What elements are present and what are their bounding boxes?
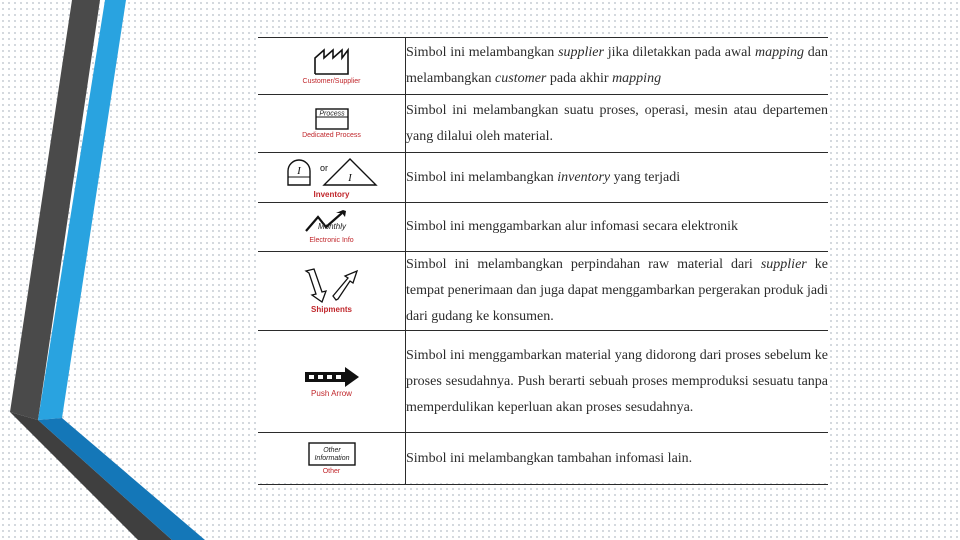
table-row xyxy=(258,38,828,95)
symbol-label: Customer/Supplier xyxy=(302,78,361,85)
inventory-or: or xyxy=(319,162,328,173)
row-description xyxy=(406,331,829,433)
lightning-arrow-icon xyxy=(302,209,362,235)
symbol-cell xyxy=(258,95,406,153)
row-description xyxy=(406,203,829,252)
factory-icon xyxy=(312,46,352,76)
shipment-arrows-icon xyxy=(300,268,364,304)
symbol-cell xyxy=(258,38,406,95)
table-row xyxy=(258,433,828,485)
symbol-label: Shipments xyxy=(311,305,352,314)
stripe-dark-lower xyxy=(10,412,172,540)
table-row xyxy=(258,252,828,331)
description-text: Simbol ini melambangkan xyxy=(406,45,559,60)
process-box-text: Process xyxy=(318,110,345,117)
inventory-glyph: I xyxy=(296,164,301,177)
symbol-cell xyxy=(258,153,406,203)
row-description xyxy=(406,252,829,331)
other-box-text-1: Other xyxy=(322,446,341,454)
description-emphasis: inventory xyxy=(557,169,611,185)
description-emphasis: supplier xyxy=(760,257,807,272)
symbol-cell xyxy=(258,252,406,331)
table-row xyxy=(258,153,828,203)
symbol-legend-table xyxy=(258,37,828,485)
other-info-box-icon xyxy=(307,442,357,466)
symbol-label: Push Arrow xyxy=(311,388,352,398)
description-text: Simbol ini menggambarkan material yang didorong dari proses sebelum ke proses sesudahnya. Push berarti sebuah proses memproduksi sesuatu tanpa memperdulikan keperluan akan proses sesudahnya. xyxy=(406,347,828,415)
symbol-label: Dedicated Process xyxy=(302,131,361,139)
description-text: ke tempat penerimaan dan juga dapat menggambarkan pergerakan produk jadi dari gudang ke konsumen. xyxy=(406,257,828,324)
table-row xyxy=(258,331,828,433)
vsm-symbol-table xyxy=(258,37,828,483)
description-text: pada akhir xyxy=(546,71,613,86)
description-text: Simbol ini melambangkan perpindahan raw material dari xyxy=(406,257,761,272)
description-emphasis: customer xyxy=(495,71,547,86)
other-box-text-2: Information xyxy=(313,454,350,462)
electronic-info-text: Monthly xyxy=(317,222,346,231)
table-row xyxy=(258,95,828,153)
row-description xyxy=(406,153,829,203)
description-text: Simbol ini melambangkan suatu proses, operasi, mesin atau departemen yang dilalui oleh material. xyxy=(406,102,828,144)
description-emphasis: mapping xyxy=(755,45,804,60)
description-text: yang terjadi xyxy=(610,169,681,185)
description-emphasis: supplier xyxy=(558,45,604,60)
description-emphasis: mapping xyxy=(612,71,662,86)
symbol-cell xyxy=(258,203,406,252)
row-description xyxy=(406,433,829,485)
symbol-cell xyxy=(258,331,406,433)
symbol-label: Inventory xyxy=(313,189,350,199)
description-text: jika diletakkan pada awal xyxy=(603,45,755,60)
process-box-icon xyxy=(314,108,350,130)
description-text: Simbol ini menggambarkan alur infomasi secara elektronik xyxy=(406,219,739,234)
inventory-icon xyxy=(284,157,380,189)
row-description xyxy=(406,38,829,95)
description-text: Simbol ini melambangkan xyxy=(406,169,558,185)
row-description xyxy=(406,95,829,153)
symbol-cell xyxy=(258,433,406,485)
description-text: dan melambangkan xyxy=(406,45,828,86)
push-arrow-icon xyxy=(303,366,361,388)
inventory-glyph-2: I xyxy=(347,171,352,184)
symbol-label: Electronic Info xyxy=(309,237,354,244)
table-row xyxy=(258,203,828,252)
symbol-label: Other xyxy=(322,467,341,475)
description-text: Simbol ini melambangkan tambahan infomasi lain. xyxy=(406,450,693,466)
